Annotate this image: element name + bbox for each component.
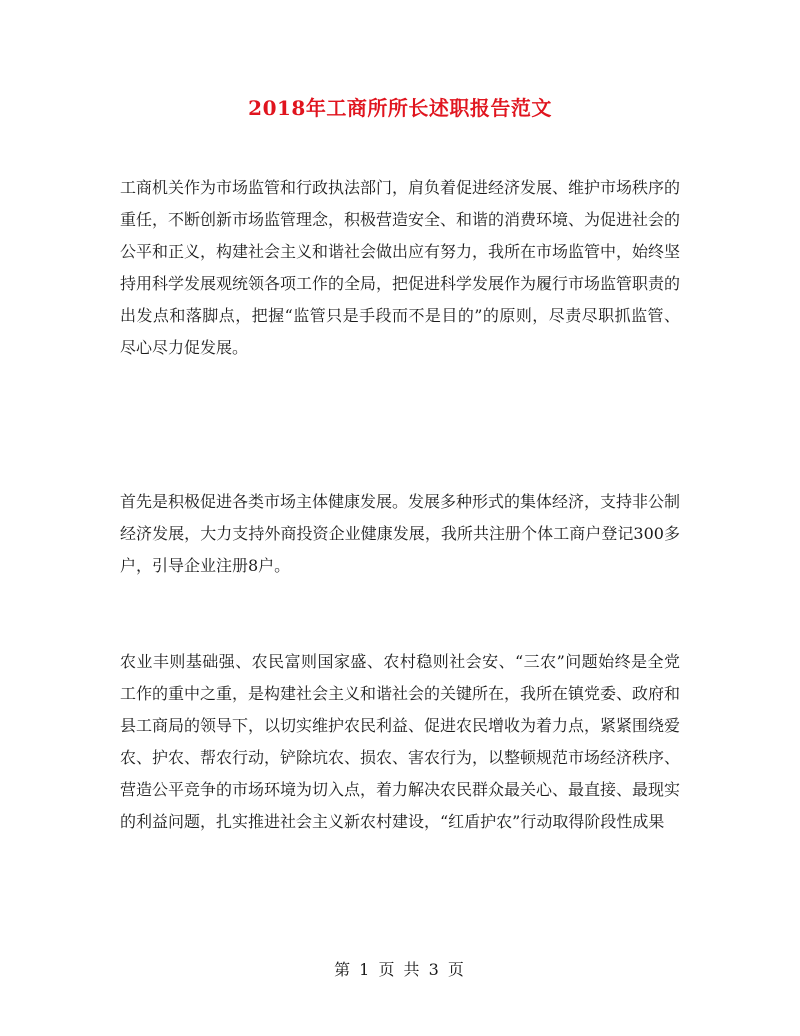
page-footer: 第 1 页 共 3 页	[334, 960, 466, 979]
paragraph-agriculture: 农业丰则基础强、农民富则国家盛、农村稳则社会安、“三农”问题始终是全党工作的重中之重，是构建社会主义和谐社会的关键所在，我所在镇党委、政府和县工商局的领导下，以切实维护农民利益、促进农民增收为着力点，紧紧围绕爱农、护农、帮农行动，铲除坑农、损农、害农行为，以整顿规范市场经济秩序、营造公平竞争的市场环境为切入点，着力解决农民群众最关心、最直接、最现实的利益问题，扎实推进社会主义新农村建设，“红盾护农”行动取得阶段性成果	[120, 652, 681, 831]
document-title: 2018年工商所所长述职报告范文	[248, 96, 552, 120]
paragraph-market-entities: 首先是积极促进各类市场主体健康发展。发展多种形式的集体经济，支持非公制经济发展，大力支持外商投资企业健康发展，我所共注册个体工商户登记300多户，引导企业注册8户。	[120, 492, 681, 575]
paragraph-intro: 工商机关作为市场监管和行政执法部门，肩负着促进经济发展、维护市场秩序的重任，不断创新市场监管理念，积极营造安全、和谐的消费环境、为促进社会的公平和正义，构建社会主义和谐社会做出应有努力，我所在市场监管中，始终坚持用科学发展观统领各项工作的全局，把促进科学发展作为履行市场监管职责的出发点和落脚点，把握“监管只是手段而不是目的”的原则，尽责尽职抓监管、尽心尽力促发展。	[120, 178, 681, 357]
